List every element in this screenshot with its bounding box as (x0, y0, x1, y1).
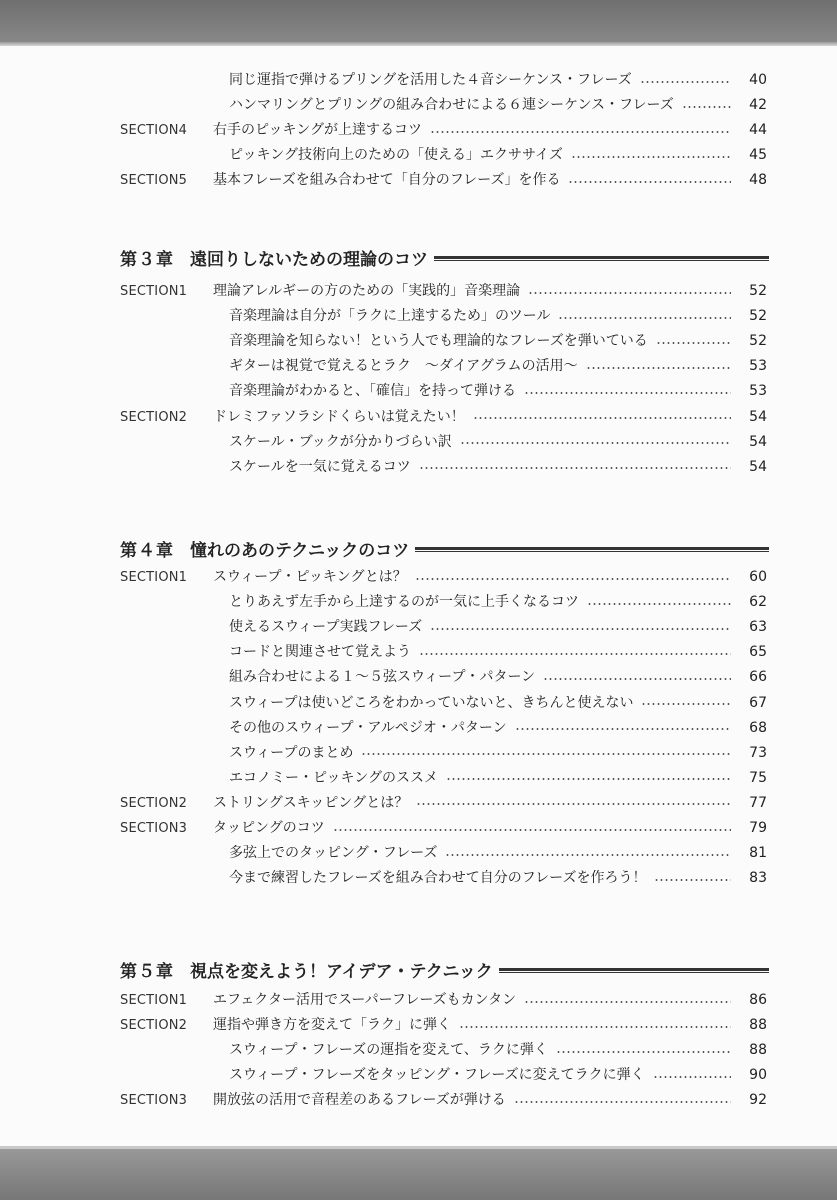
dot-leader (653, 1076, 731, 1078)
page-number: 66 (749, 669, 767, 686)
page-number: 67 (749, 694, 767, 711)
section-label: SECTION4 (120, 123, 188, 139)
dot-leader (430, 628, 731, 630)
page-number: 62 (749, 594, 767, 611)
entry-title: ハンマリングとプリングの組み合わせによる６連シーケンス・フレーズ (229, 97, 674, 114)
toc-entry[interactable] (120, 565, 767, 590)
page-number: 40 (749, 72, 767, 88)
toc-entry[interactable] (120, 118, 767, 143)
page-number: 88 (749, 1017, 767, 1034)
toc-entry[interactable] (229, 615, 767, 640)
toc-entry[interactable] (120, 1013, 767, 1038)
page-number: 54 (749, 433, 767, 450)
dot-leader (361, 753, 731, 755)
entry-title: スウィープのまとめ (229, 744, 354, 761)
dot-leader (430, 131, 731, 133)
chapter-heading[interactable] (120, 534, 769, 562)
entry-title: その他のスウィープ・アルペジオ・パターン (229, 719, 507, 736)
entry-title: エフェクター活用でスーパーフレーズもカンタン (213, 992, 517, 1008)
dot-leader (419, 653, 731, 655)
dot-leader (419, 467, 731, 469)
toc-entry[interactable] (229, 766, 767, 791)
entry-title: スウィープ・フレーズをタッピング・フレーズに変えてラクに弾く (229, 1067, 645, 1084)
dot-leader (459, 1026, 731, 1028)
toc-entry[interactable] (229, 379, 767, 404)
entry-title: 右手のピッキングが上達するコツ (213, 122, 423, 139)
page-number: 86 (749, 992, 767, 1008)
entry-title: 開放弦の活用で音程差のあるフレーズが弾ける (213, 1092, 506, 1109)
chapter-number: 第３章 (120, 249, 174, 270)
page-number: 52 (749, 283, 767, 299)
dot-leader (682, 106, 731, 108)
entry-title: ピッキング技術向上のための「使える」エクササイズ (229, 147, 563, 164)
dot-leader (587, 603, 731, 605)
toc-entry[interactable] (229, 640, 767, 665)
toc-entry[interactable] (229, 455, 767, 480)
toc-entry[interactable] (120, 168, 767, 193)
chapter-title: 遠回りしないための理論のコツ (190, 249, 428, 270)
chapter-title: 憧れのあのテクニックのコツ (190, 540, 410, 561)
dot-leader (515, 728, 731, 730)
toc-entry[interactable] (229, 741, 767, 766)
page-number: 79 (749, 820, 767, 836)
section-label: SECTION2 (120, 409, 188, 425)
dot-leader (524, 1001, 731, 1003)
toc-entry[interactable] (229, 1063, 767, 1088)
chapter-rule (499, 968, 769, 973)
toc-entry[interactable] (120, 988, 767, 1013)
entry-title: 理論アレルギーの方のための「実践的」音楽理論 (213, 283, 521, 299)
toc-entry[interactable] (229, 590, 767, 615)
entry-title: スウィープ・フレーズの運指を変えて、ラクに弾く (229, 1042, 548, 1059)
section-label: SECTION2 (120, 1018, 188, 1034)
page-number: 68 (749, 719, 767, 736)
page-number: 52 (749, 308, 767, 325)
toc-entry[interactable] (229, 329, 767, 354)
toc-entry[interactable] (120, 279, 767, 304)
dot-leader (445, 854, 731, 856)
section-label: SECTION2 (120, 795, 188, 811)
page-number: 81 (749, 845, 767, 862)
dot-leader (568, 181, 731, 183)
chapter-rule (415, 547, 769, 552)
entry-title: 同じ運指で弾けるプリングを活用した４音シーケンス・フレーズ (229, 72, 632, 88)
dot-leader (640, 81, 731, 83)
toc-entry[interactable] (229, 691, 767, 716)
section-label: SECTION5 (120, 173, 188, 189)
dot-leader (524, 392, 731, 394)
page-number: 90 (749, 1067, 767, 1084)
entry-title: ドレミファソラシドくらいは覚えたい！ (213, 408, 465, 425)
entry-title: コードと関連させて覚えよう (229, 644, 411, 661)
entry-title: スケール・ブックが分かりづらい訳 (229, 433, 452, 450)
toc-entry[interactable] (120, 791, 767, 816)
page-number: 54 (749, 458, 767, 475)
toc-entry[interactable] (120, 816, 767, 841)
entry-title: 音楽理論がわかると、「確信」を持って弾ける (229, 383, 516, 400)
toc-entry[interactable] (229, 143, 767, 168)
toc-entry[interactable] (120, 1088, 767, 1113)
entry-title: 多弦上でのタッピング・フレーズ (229, 845, 438, 862)
toc-entry[interactable] (229, 716, 767, 741)
dot-leader (460, 442, 731, 444)
dot-leader (416, 803, 731, 805)
toc-entry[interactable] (229, 665, 767, 690)
dot-leader (641, 703, 731, 705)
entry-title: スウィープ・ピッキングとは？ (213, 569, 407, 585)
entry-title: タッピングのコツ (213, 820, 325, 836)
page-number: 65 (749, 644, 767, 661)
chapter-number: 第５章 (120, 961, 174, 982)
page-number: 45 (749, 147, 767, 164)
entry-title: 音楽理論を知らない！という人でも理論的なフレーズを弾いている (229, 333, 648, 350)
entry-title: 基本フレーズを組み合わせて「自分のフレーズ」を作る (213, 172, 561, 189)
page-number: 52 (749, 333, 767, 350)
page-number: 48 (749, 172, 767, 189)
page-number: 73 (749, 744, 767, 761)
page-number: 44 (749, 122, 767, 139)
dot-leader (586, 367, 731, 369)
dot-leader (333, 829, 731, 831)
scan-bottom-border (0, 1146, 837, 1200)
dot-leader (473, 417, 731, 419)
dot-leader (415, 578, 731, 580)
chapter-heading[interactable] (120, 955, 769, 983)
toc-entry[interactable] (229, 866, 767, 891)
page-number: 53 (749, 383, 767, 400)
section-label: SECTION1 (120, 570, 188, 585)
chapter-rule (434, 256, 769, 261)
dot-leader (543, 678, 731, 680)
page-number: 88 (749, 1042, 767, 1059)
page-number: 92 (749, 1092, 767, 1109)
entry-title: スケールを一気に覚えるコツ (229, 458, 411, 475)
entry-title: とりあえず左手から上達するのが一気に上手くなるコツ (229, 594, 579, 611)
section-label: SECTION3 (120, 821, 188, 836)
toc-entry[interactable] (229, 841, 767, 866)
entry-title: 音楽理論は自分が「ラクに上達するため」のツール (229, 308, 551, 325)
dot-leader (571, 156, 731, 158)
section-label: SECTION1 (120, 284, 188, 299)
page-number: 60 (749, 569, 767, 585)
dot-leader (656, 342, 731, 344)
dot-leader (558, 317, 731, 319)
section-label: SECTION1 (120, 993, 188, 1008)
entry-title: 今まで練習したフレーズを組み合わせて自分のフレーズを作ろう！ (229, 870, 647, 887)
entry-title: 使えるスウィープ実践フレーズ (229, 619, 423, 636)
entry-title: スウィープは使いどころをわかっていないと、きちんと使えない (229, 694, 634, 711)
chapter-title: 視点を変えよう！アイデア・テクニック (190, 961, 493, 982)
toc-entry[interactable] (229, 304, 767, 329)
entry-title: ギターは視覚で覚えるとラク ～ダイアグラムの活用～ (229, 358, 578, 375)
dot-leader (556, 1051, 731, 1053)
toc-entry[interactable] (229, 354, 767, 379)
toc-entry[interactable] (229, 68, 767, 93)
section-label: SECTION3 (120, 1093, 188, 1109)
page-number: 75 (749, 769, 767, 786)
page-number: 77 (749, 794, 767, 811)
page-number: 54 (749, 408, 767, 425)
dot-leader (654, 879, 731, 881)
toc-entry[interactable] (229, 430, 767, 455)
entry-title: エコノミー・ピッキングのススメ (229, 769, 439, 786)
dot-leader (528, 292, 731, 294)
dot-leader (514, 1101, 731, 1103)
page-number: 42 (749, 97, 767, 114)
toc-entry[interactable] (120, 405, 767, 430)
scan-top-border (0, 0, 837, 46)
toc-entry[interactable] (229, 93, 767, 118)
entry-title: ストリングスキッピングとは？ (213, 794, 409, 811)
page-number: 63 (749, 619, 767, 636)
page-number: 83 (749, 870, 767, 887)
page-number: 53 (749, 358, 767, 375)
entry-title: 組み合わせによる１～５弦スウィープ・パターン (229, 669, 536, 686)
dot-leader (446, 778, 731, 780)
toc-entry[interactable] (229, 1038, 767, 1063)
chapter-heading[interactable] (120, 243, 769, 271)
chapter-number: 第４章 (120, 540, 174, 561)
entry-title: 運指や弾き方を変えて「ラク」に弾く (213, 1017, 451, 1034)
